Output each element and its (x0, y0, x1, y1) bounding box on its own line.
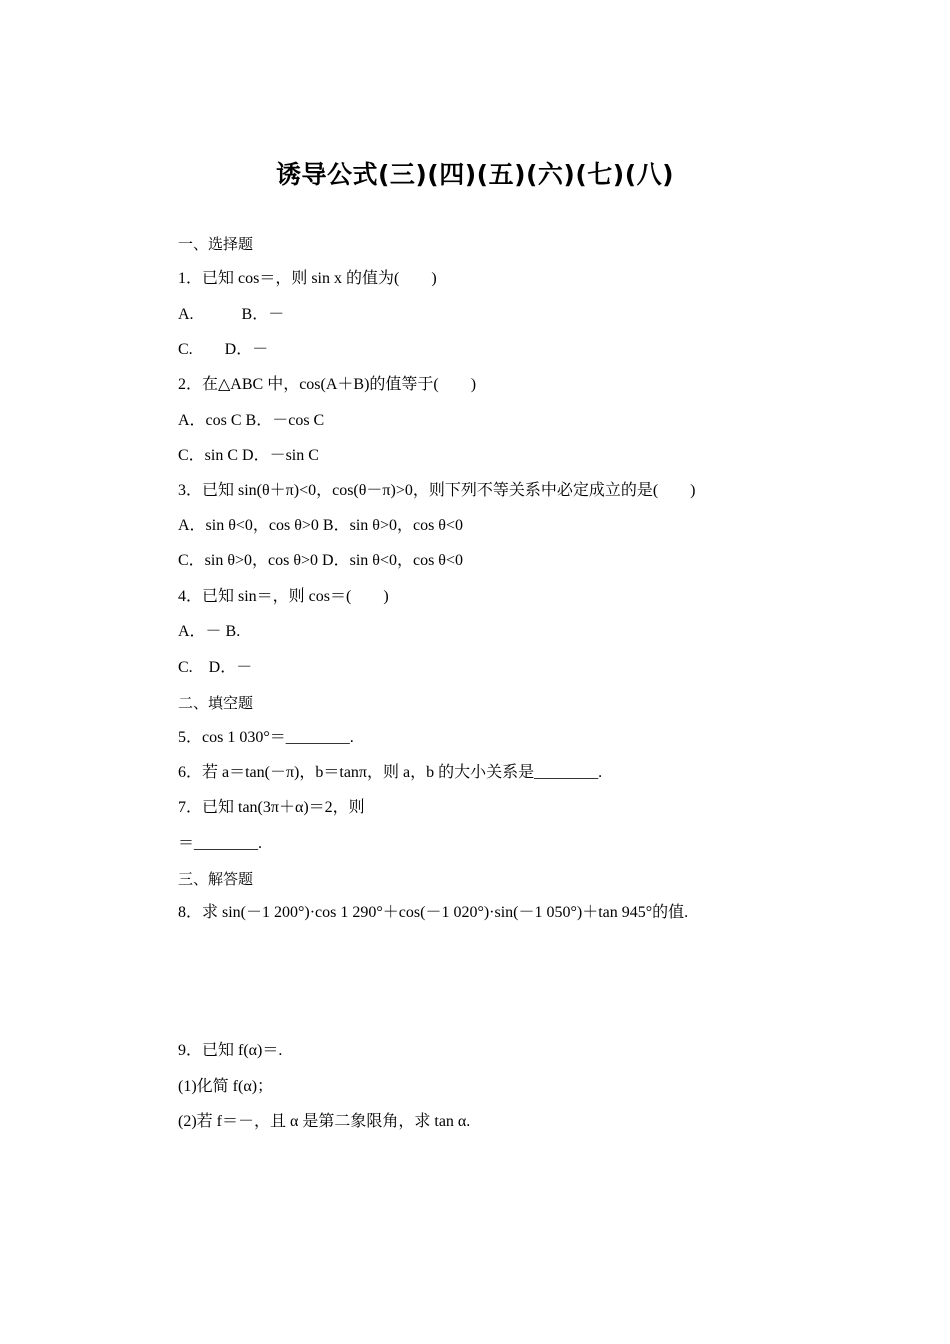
question-4: 4．已知 sin＝，则 cos＝( ) (178, 588, 389, 605)
question-1: 1．已知 cos＝，则 sin x 的值为( ) (178, 270, 437, 287)
question-1-options-ab: A. B．－ (178, 306, 285, 323)
question-3-options-cd: C．sin θ>0，cos θ>0 D．sin θ<0，cos θ<0 (178, 552, 463, 569)
question-9-part-2: (2)若 f＝－，且 α 是第二象限角，求 tan α. (178, 1113, 471, 1130)
question-3-options-ab: A．sin θ<0，cos θ>0 B．sin θ>0，cos θ<0 (178, 517, 463, 534)
question-2-options-cd: C．sin C D．－sin C (178, 447, 319, 464)
question-3: 3．已知 sin(θ＋π)<0，cos(θ－π)>0，则下列不等关系中必定成立的是( ) (178, 482, 696, 499)
question-8: 8．求 sin(－1 200°)·cos 1 290°＋cos(－1 020°)·sin(－1 050°)＋tan 945°的值. (178, 904, 689, 921)
question-7: 7．已知 tan(3π＋α)＝2，则 (178, 799, 365, 816)
question-9-part-1: (1)化简 f(α)； (178, 1078, 274, 1095)
question-4-options-cd: C. D．－ (178, 659, 253, 676)
question-1-options-cd: C. D．－ (178, 341, 269, 358)
question-5: 5．cos 1 030°＝________. (178, 729, 354, 746)
question-6: 6．若 a＝tan(－π)，b＝tanπ，则 a，b 的大小关系是________. (178, 764, 603, 781)
question-4-options-ab: A．－ B. (178, 623, 241, 640)
question-2-options-ab: A．cos C B．－cos C (178, 412, 325, 429)
document-title: 诱导公式(三)(四)(五)(六)(七)(八) (275, 160, 675, 189)
section-heading-answer: 三、解答题 (178, 870, 254, 888)
section-heading-fill: 二、填空题 (178, 694, 254, 712)
section-heading-choice: 一、选择题 (178, 235, 254, 253)
question-9: 9．已知 f(α)＝. (178, 1042, 283, 1059)
question-7-blank: ＝________. (178, 835, 263, 852)
question-2: 2．在△ABC 中，cos(A＋B)的值等于( ) (178, 376, 477, 393)
